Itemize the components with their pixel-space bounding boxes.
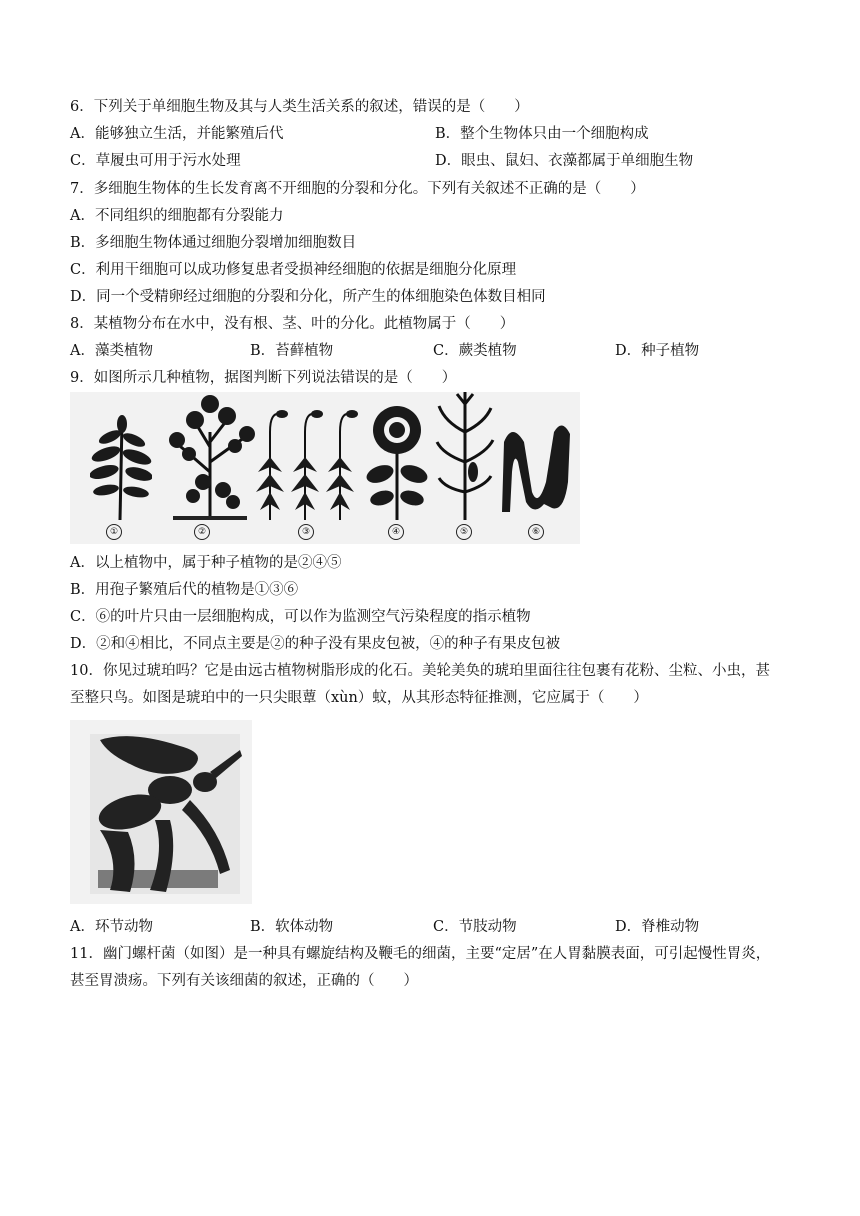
q10-stem-line1: 10．你见过琥珀吗？它是由远古植物树脂形成的化石。美轮美奂的琥珀里面往往包裹有花粉、尘粒、小虫，甚 [70,663,770,679]
figure-label-2: ② [194,524,210,540]
figure-label-6: ⑥ [528,524,544,540]
fern-image [90,412,152,522]
q7-option-b: B．多细胞生物体通过细胞分裂增加细胞数目 [70,235,357,251]
q9-option-b: B．用孢子繁殖后代的植物是①③⑥ [70,582,299,598]
q7-stem: 7．多细胞生物体的生长发育离不开细胞的分裂和分化。下列有关叙述不正确的是（ ） [70,181,645,197]
q6-stem: 6．下列关于单细胞生物及其与人类生活关系的叙述，错误的是（ ） [70,99,529,115]
q7-option-c: C．利用干细胞可以成功修复患者受损神经细胞的依据是细胞分化原理 [70,262,517,278]
pine-tree-image [165,392,255,522]
q8-stem: 8．某植物分布在水中，没有根、茎、叶的分化。此植物属于（ ） [70,316,515,332]
figure-label-5: ⑤ [456,524,472,540]
q10-option-c: C．节肢动物 [433,919,517,935]
algae-image [498,412,573,522]
q7-option-d: D．同一个受精卵经过细胞的分裂和分化，所产生的体细胞染色体数目相同 [70,289,546,305]
q9-stem: 9．如图所示几种植物，据图判断下列说法错误的是（ ） [70,370,457,386]
q6-option-d: D．眼虫、鼠妇、衣藻都属于单细胞生物 [435,153,694,169]
q10-option-d: D．脊椎动物 [615,919,700,935]
q8-option-a: A．藻类植物 [70,343,153,359]
q6-option-b: B．整个生物体只由一个细胞构成 [435,126,649,142]
q6-option-c: C．草履虫可用于污水处理 [70,153,241,169]
q7-option-a: A．不同组织的细胞都有分裂能力 [70,208,284,224]
amber-mosquito-figure [70,720,252,904]
q10-option-b: B．软体动物 [250,919,334,935]
figure-label-1: ① [106,524,122,540]
q8-option-c: C．蕨类植物 [433,343,517,359]
sunflower-image [362,402,432,522]
q6-option-a: A．能够独立生活，并能繁殖后代 [70,126,284,142]
q9-option-a: A．以上植物中，属于种子植物的是②④⑤ [70,555,342,571]
q11-stem-line1: 11．幽门螺杆菌（如图）是一种具有螺旋结构及鞭毛的细菌，主要“定居”在人胃黏膜表面，可引起慢性胃炎， [70,946,771,962]
figure-label-3: ③ [298,524,314,540]
q8-option-b: B．苔藓植物 [250,343,334,359]
q11-stem-line2: 甚至胃溃疡。下列有关该细菌的叙述，正确的（ ） [70,973,418,989]
q9-option-c: C．⑥的叶片只由一层细胞构成，可以作为监测空气污染程度的指示植物 [70,609,531,625]
amber-mosquito-image [70,720,252,904]
corn-plant-image [435,392,495,522]
q10-option-a: A．环节动物 [70,919,153,935]
q10-stem-line2: 至整只鸟。如图是琥珀中的一只尖眼蕈（xùn）蚊，从其形态特征推测，它应属于（ ） [70,690,648,706]
q9-option-d: D．②和④相比，不同点主要是②的种子没有果皮包被，④的种子有果皮包被 [70,636,561,652]
plants-figure [70,392,580,544]
moss-image [250,402,360,522]
figure-label-4: ④ [388,524,404,540]
q8-option-d: D．种子植物 [615,343,700,359]
